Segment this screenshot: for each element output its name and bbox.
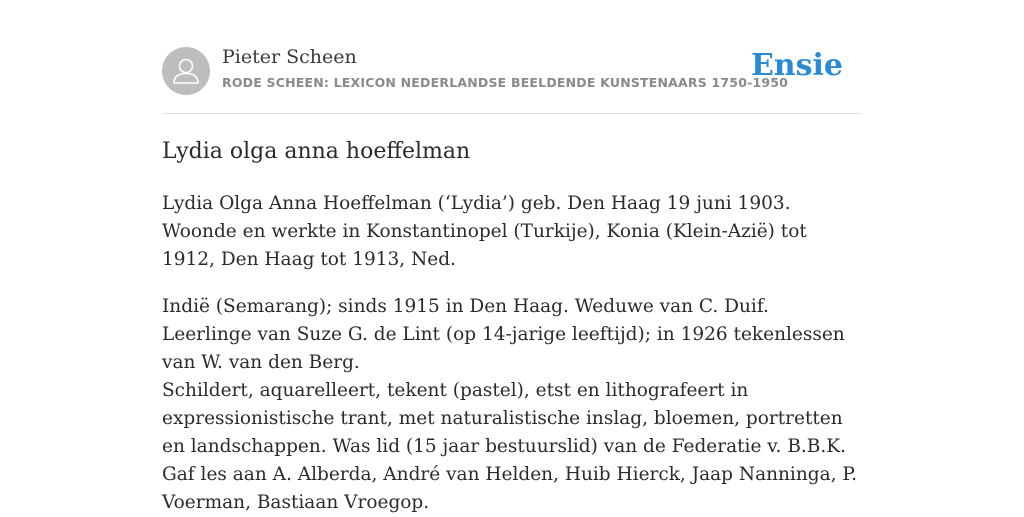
author-avatar[interactable] <box>162 47 210 95</box>
user-icon <box>162 47 210 95</box>
article-paragraph-3: Schildert, aquarelleert, tekent (pastel), etst en lithografeert in expressionistische trant, met naturalistische inslag, bloemen, portretten en landschappen. Was lid (15 jaar bestuurslid) van de Federatie v. B.B.K. Gaf les aan A. Alberda, André van Helden, Huib Hierck, Jaap Nanninga, P. Voerman, Bastiaan Vroegop. <box>162 380 857 513</box>
source-title[interactable]: RODE SCHEEN: LEXICON NEDERLANDSE BEELDENDE KUNSTENAARS 1750-1950 <box>222 75 789 90</box>
article-paragraph-2: Indië (Semarang); sinds 1915 in Den Haag. Weduwe van C. Duif. Leerlinge van Suze G. de Lint (op 14-jarige leeftijd); in 1926 tekenlessen van W. van den Berg. <box>162 296 845 373</box>
article-header <box>162 0 862 114</box>
author-name[interactable]: Pieter Scheen <box>222 46 357 68</box>
article-card <box>162 0 862 513</box>
article-title: Lydia olga anna hoeffelman <box>162 139 471 164</box>
ensie-logo[interactable]: Ensie <box>750 48 843 83</box>
article-paragraph-1: Lydia Olga Anna Hoeffelman (‘Lydia’) geb. Den Haag 19 juni 1903. Woonde en werkte in Konstantinopel (Turkije), Konia (Klein-Azië) tot 1912, Den Haag tot 1913, Ned. <box>162 193 807 270</box>
